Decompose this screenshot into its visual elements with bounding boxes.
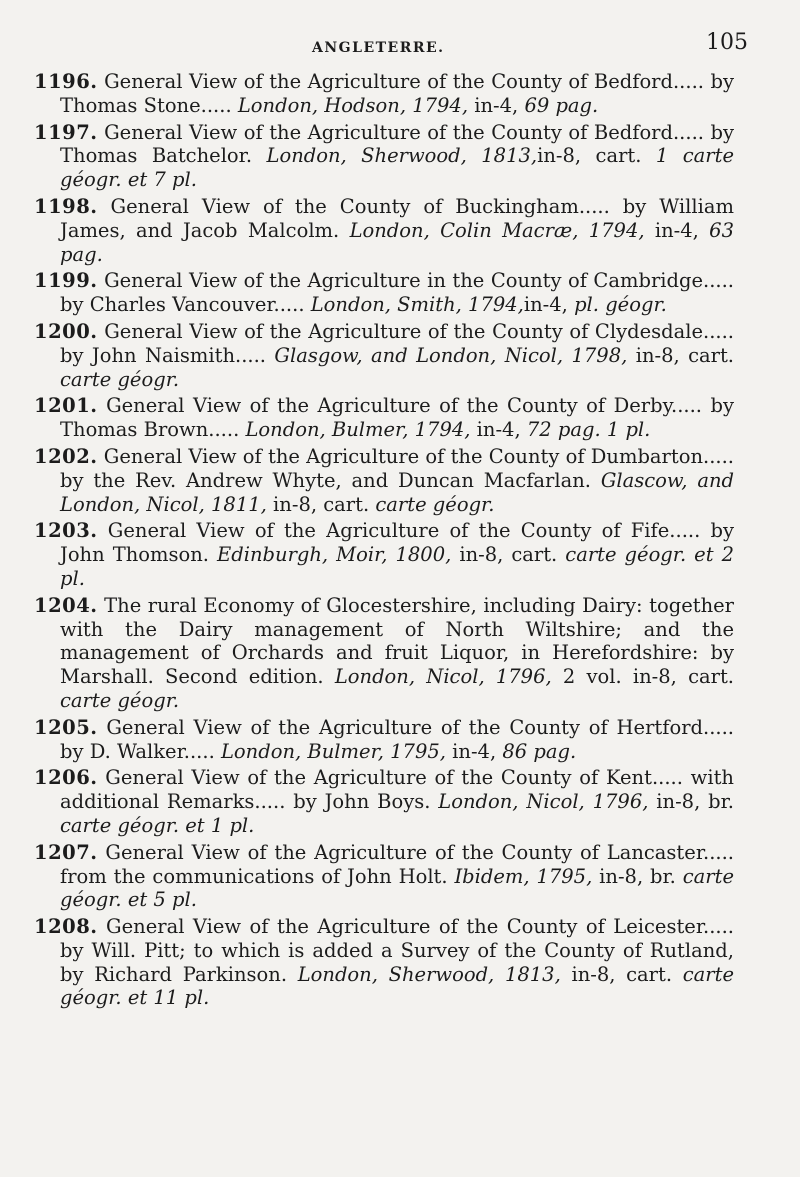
entry-publication: Edinburgh, Moir, 1800, bbox=[217, 543, 452, 567]
entry-number: 1200. bbox=[34, 319, 98, 343]
entry-number: 1206. bbox=[34, 766, 98, 790]
entry-number: 1196. bbox=[34, 70, 98, 93]
entry-title: General View of the County of Buckingham..... bbox=[110, 194, 623, 218]
bibliography-entry bbox=[34, 121, 734, 192]
entry-details: carte géogr. et 11 pl. bbox=[60, 962, 734, 1010]
entry-number: 1203. bbox=[34, 519, 98, 543]
entry-title: General View of the Agriculture of the County of Derby..... bbox=[106, 394, 711, 418]
bibliography-entry bbox=[34, 915, 734, 1010]
entry-format: in-4, bbox=[523, 293, 575, 317]
entry-author: by Marshall. Second edition. bbox=[60, 641, 734, 689]
entry-title: General View of the Agriculture of the County of Leicester..... bbox=[106, 915, 734, 939]
bibliography-list bbox=[34, 70, 734, 1010]
entry-format: in-4, bbox=[468, 93, 525, 117]
entry-publication: London, Bulmer, 1794, bbox=[245, 418, 471, 442]
entry-details: 69 pag. bbox=[524, 93, 599, 117]
entry-publication: London, Smith, 1794, bbox=[310, 293, 524, 317]
entry-title: General View of the Agriculture in the County of Cambridge..... bbox=[104, 269, 734, 293]
entry-title: General View of the Agriculture of the County of Hertford..... bbox=[106, 715, 734, 739]
entry-format: in-8, cart. bbox=[266, 492, 376, 516]
bibliography-entry bbox=[34, 841, 734, 912]
bibliography-entry bbox=[34, 445, 734, 516]
entry-publication: Glasgow, and London, Nicol, 1798, bbox=[274, 343, 628, 367]
entry-publication: Glascow, and London, Nicol, 1811, bbox=[60, 468, 734, 516]
entry-number: 1202. bbox=[34, 444, 98, 468]
entry-number: 1199. bbox=[34, 269, 98, 293]
page-number: 105 bbox=[706, 30, 748, 55]
entry-format: in-8, br. bbox=[648, 790, 734, 814]
entry-details: carte géogr. bbox=[60, 688, 180, 712]
bibliography-entry bbox=[34, 766, 734, 837]
entry-details: carte géogr. et 2 pl. bbox=[60, 543, 734, 590]
entry-number: 1201. bbox=[34, 394, 98, 418]
page-header bbox=[34, 30, 748, 70]
entry-details: 72 pag. 1 pl. bbox=[526, 418, 651, 442]
entry-author: by the Rev. Andrew Whyte, and Duncan Macfarlan. bbox=[60, 468, 601, 492]
entry-number: 1205. bbox=[34, 715, 98, 739]
entry-title: General View of the Agriculture of the County of Fife..... bbox=[107, 519, 711, 543]
entry-format: in-8, cart. bbox=[537, 144, 656, 168]
bibliography-entry bbox=[34, 519, 734, 590]
entry-number: 1204. bbox=[34, 593, 98, 617]
entry-author: by John Thomson. bbox=[60, 519, 735, 567]
entry-details: 1 carte géogr. et 7 pl. bbox=[60, 144, 734, 192]
entry-author: by William James, and Jacob Malcolm. bbox=[60, 194, 734, 242]
entry-details: pl. géogr. bbox=[574, 293, 667, 317]
entry-publication: London, Hodson, 1794, bbox=[237, 93, 469, 117]
bibliography-entry bbox=[34, 716, 734, 764]
entry-author: by D. Walker..... bbox=[60, 739, 221, 763]
entry-publication: London, Nicol, 1796, bbox=[438, 790, 649, 814]
entry-author: by John Naismith..... bbox=[60, 343, 275, 367]
entry-format: in-4, bbox=[470, 418, 527, 442]
entry-number: 1198. bbox=[34, 194, 98, 218]
entry-format: in-8, cart. bbox=[560, 962, 683, 986]
bibliography-entry bbox=[34, 70, 734, 118]
entry-author: by Will. Pitt; to which is added a Survey of the County of Rutland, by Richard Parkinson. bbox=[60, 938, 734, 986]
entry-number: 1207. bbox=[34, 840, 98, 864]
entry-details: carte géogr. et 5 pl. bbox=[60, 864, 734, 912]
entry-title: General View of the Agriculture of the County of Dumbarton..... bbox=[103, 444, 734, 468]
entry-number: 1197. bbox=[34, 120, 98, 144]
entry-author: by John Boys. bbox=[293, 790, 439, 814]
entry-title: General View of the Agriculture of the County of Lancaster..... bbox=[105, 840, 734, 864]
entry-author: from the communications of John Holt. bbox=[60, 864, 455, 888]
entry-title: General View of the Agriculture of the County of Kent..... with additional Remarks..... bbox=[60, 766, 734, 814]
entry-details: carte géogr. bbox=[60, 367, 180, 391]
entry-details: 86 pag. bbox=[502, 739, 577, 763]
entry-title: General View of the Agriculture of the County of Clydesdale..... bbox=[104, 319, 734, 343]
entry-number: 1208. bbox=[34, 915, 98, 939]
entry-author: by Thomas Batchelor. bbox=[60, 120, 734, 168]
entry-format: in-8, cart. bbox=[451, 543, 566, 567]
entry-format: in-8, br. bbox=[592, 864, 683, 888]
entry-publication: London, Colin Macræ, 1794, bbox=[349, 218, 645, 242]
entry-title: The rural Economy of Glocestershire, including Dairy: together with the Dairy management of North Wiltshire; and the management of Orchards and fruit Liquor, in Herefordshire: bbox=[60, 593, 734, 665]
entry-publication: London, Sherwood, 1813, bbox=[297, 962, 561, 986]
entry-details: carte géogr. bbox=[375, 492, 495, 516]
entry-details: carte géogr. et 1 pl. bbox=[60, 813, 255, 837]
entry-publication: London, Nicol, 1796, bbox=[334, 665, 552, 689]
entry-format: in-4, bbox=[644, 218, 710, 242]
running-head: ANGLETERRE. bbox=[312, 40, 445, 56]
entry-title: General View of the Agriculture of the County of Bedford..... bbox=[104, 120, 711, 144]
bibliography-entry bbox=[34, 594, 734, 713]
entry-format: in-8, cart. bbox=[627, 343, 734, 367]
entry-format: in-4, bbox=[445, 739, 503, 763]
bibliography-entry bbox=[34, 195, 734, 266]
entry-title: General View of the Agriculture of the County of Bedford..... bbox=[104, 70, 711, 93]
entry-author: by Thomas Stone..... bbox=[60, 70, 734, 117]
bibliography-entry bbox=[34, 269, 734, 317]
entry-publication: Ibidem, 1795, bbox=[454, 864, 593, 888]
entry-format: 2 vol. in-8, cart. bbox=[551, 665, 734, 689]
bibliography-entry bbox=[34, 394, 734, 442]
entry-publication: London, Bulmer, 1795, bbox=[220, 739, 446, 763]
entry-author: by Thomas Brown..... bbox=[60, 394, 734, 442]
bibliography-entry bbox=[34, 320, 734, 391]
entry-details: 63 pag. bbox=[60, 218, 734, 266]
entry-author: by Charles Vancouver..... bbox=[60, 293, 311, 317]
entry-publication: London, Sherwood, 1813, bbox=[266, 144, 538, 168]
